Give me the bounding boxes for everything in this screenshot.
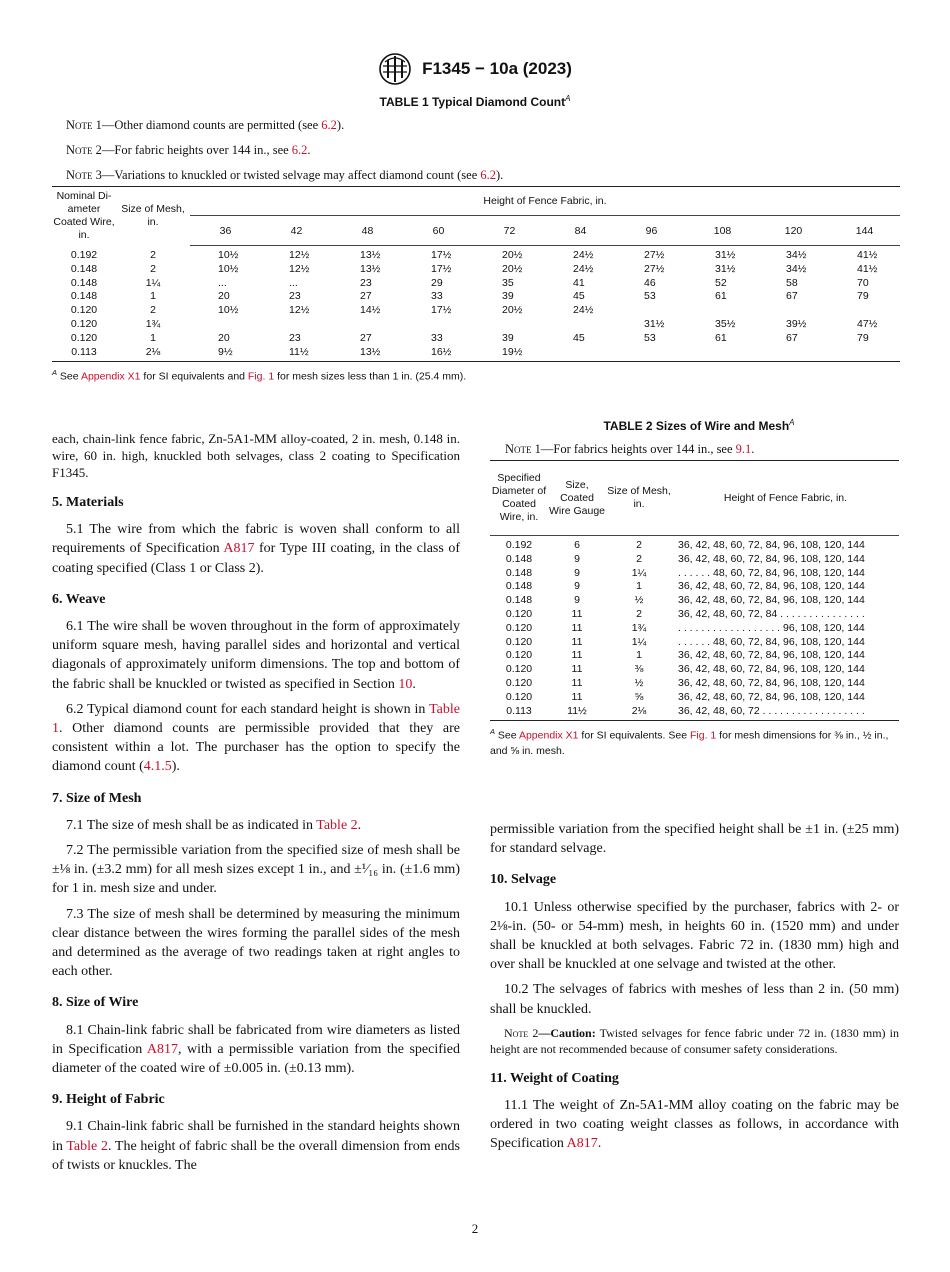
table2 [490, 460, 899, 721]
table-cell: 27½ [644, 262, 665, 275]
table-cell: 1 [636, 649, 642, 662]
table-cell: 41½ [857, 249, 878, 261]
table-cell: 19½ [474, 346, 545, 362]
figure-link[interactable]: Fig. 1 [247, 370, 275, 383]
table1-height-header: 144 [829, 216, 900, 246]
document-title: F1345 − 10a (2023) [422, 59, 572, 78]
table-row [490, 691, 899, 705]
table1-header-height: Height of Fence Fabric, in. [190, 187, 900, 216]
table-cell: 0.148 [70, 262, 98, 275]
table-cell: ½ [634, 676, 644, 689]
table-cell: 11 [571, 621, 583, 634]
paragraph-7-2: 7.2 The permissible variation from the specified size of mesh shall be ±⅛ in. (±3.2 mm) for all mesh sizes except 1 in., and ±¹⁄₁₆ in. (±1.6 mm) for 1 in. mesh size and under. [52, 843, 460, 897]
table-cell: 13½ [360, 262, 381, 275]
table-cell: 10½ [218, 249, 239, 261]
table-link[interactable]: Table 1 [52, 701, 460, 737]
table-row [490, 580, 899, 594]
table-cell: ⅝ [634, 690, 644, 703]
table-cell: 23 [360, 276, 372, 289]
table-cell: 14½ [360, 304, 381, 317]
table-cell [829, 304, 900, 318]
table-cell: 27 [360, 290, 372, 303]
table1-height-header: 42 [261, 216, 332, 246]
table-cell: 27½ [644, 249, 665, 261]
table-cell: 17½ [431, 249, 452, 261]
table-cell: 0.120 [70, 304, 98, 317]
table-cell: 0.120 [505, 676, 533, 689]
paragraph-10-1: 10.1 Unless otherwise specified by the purchaser, fabrics with 2- or 2⅛-in. (50- or 54-mm) mesh, in heights 60 in. (1520 mm) and under shall be knuckled at both selvages. Fabric 72 in. (1830 mm) high and over shall be knuckled at one selvage and twisted at the other. [490, 899, 899, 973]
section-link[interactable]: 10 [398, 676, 413, 692]
table-cell: 20½ [502, 262, 523, 275]
paragraph-5-1: 5.1 The wire from which the fabric is woven shall conform to all requirements of Specification A817 for Type III coating, in the class of coating specified (Class 1 or Class 2). [52, 522, 461, 576]
section-5-heading: 5. Materials [52, 495, 124, 510]
table-cell: 47½ [857, 317, 878, 330]
table-cell: 0.148 [505, 580, 533, 593]
table-cell: 0.120 [505, 690, 533, 703]
table-cell: 67 [786, 290, 798, 303]
table-cell: 0.192 [70, 248, 98, 261]
table-cell: 70 [857, 276, 869, 289]
table1-height-header: 108 [687, 216, 758, 246]
table-cell: 36, 42, 48, 60, 72, 84, 96, 108, 120, 144 [678, 649, 865, 662]
table-cell: 9 [574, 566, 580, 579]
table-row [490, 677, 899, 691]
table1-height-header: 96 [616, 216, 687, 246]
paragraph-6-2: 6.2 Typical diamond count for each standard height is shown in Table 1. Other diamond counts are permissible provided that they are consistent within a lot. The purchaser has the option to specify the diamond count (4.1.5). [52, 701, 460, 775]
table-cell [687, 304, 758, 318]
table-cell: 9 [574, 552, 580, 565]
table-row [490, 608, 899, 622]
table-cell: 2⅛ [606, 705, 672, 721]
table-cell: 41½ [857, 262, 878, 275]
table2-header-height: Height of Fence Fabric, in. [672, 461, 899, 536]
table-cell: 0.148 [505, 552, 533, 565]
table-cell: 45 [573, 331, 585, 344]
table-cell: 1¾ [631, 621, 647, 634]
table-cell: . . . . . . 48, 60, 72, 84, 96, 108, 120, 144 [678, 566, 865, 579]
table-row [52, 304, 900, 318]
table-cell: 53 [644, 290, 656, 303]
table2-note-1: Note 1—For fabrics heights over 144 in., see 9.1. [505, 442, 755, 456]
table-cell: 11½ [261, 346, 332, 362]
table-link[interactable]: Table 2 [66, 1138, 108, 1154]
table-cell: ... [218, 276, 227, 289]
table-cell: 39½ [786, 317, 807, 330]
table-row [490, 622, 899, 636]
table-cell: 0.120 [505, 607, 533, 620]
table2-footnote: $^A$ See Appendix X1 for SI equivalents. See Fig. 1 for mesh dimensions for ⅜ in., ½ in., and ⅝ in. mesh. [490, 727, 889, 757]
table-cell: 2 [150, 262, 156, 275]
table-cell: 61 [715, 331, 727, 344]
table-cell: 39 [502, 290, 514, 303]
table-cell: 9 [574, 580, 580, 593]
table-cell: 36, 42, 48, 60, 72, 84, 96, 108, 120, 144 [678, 580, 865, 593]
table-cell: 33 [431, 290, 443, 303]
table1-height-header: 120 [758, 216, 829, 246]
paragraph-7-1: 7.1 The size of mesh shall be as indicated in Table 2. [66, 817, 362, 833]
table-cell: 20½ [502, 249, 523, 261]
spec-link[interactable]: A817 [146, 1041, 179, 1057]
appendix-link[interactable]: Appendix X1 [80, 370, 141, 383]
table-cell: 52 [715, 276, 727, 289]
table-row [490, 636, 899, 650]
table-cell: 36, 42, 48, 60, 72, 84, 96, 108, 120, 144 [678, 690, 865, 703]
table1-header-mesh: Size of Mesh, in. [116, 187, 190, 246]
table-row [490, 649, 899, 663]
table-cell: 36, 42, 48, 60, 72, 84, 96, 108, 120, 144 [678, 552, 865, 565]
right-column [490, 820, 899, 1160]
table-cell: 0.113 [490, 705, 548, 721]
document-header [0, 52, 950, 86]
section-7-heading: 7. Size of Mesh [52, 790, 142, 806]
astm-logo-icon [378, 52, 412, 86]
table-cell: 53 [644, 331, 656, 344]
note-2-caution: Note 2—Caution: Twisted selvages for fence fabric under 72 in. (1830 mm) in height are not recommended because of consumer safety considerations. [490, 1025, 900, 1056]
table-row [490, 705, 899, 721]
table-cell: 2 [150, 304, 156, 317]
table-row [490, 594, 899, 608]
table-cell: ⅜ [634, 663, 644, 676]
table-cell: 35½ [715, 317, 736, 330]
table-cell: 31½ [715, 262, 736, 275]
table-cell [829, 346, 900, 362]
table1-note-3: Note 3—Variations to knuckled or twisted selvage may affect diamond count (see 6.2). [66, 168, 504, 182]
paragraph-6-1: 6.1 The wire shall be woven throughout in the form of approximately uniform square mesh, having parallel sides and horizontal and vertical diagonals of approximately uniform dimensions. The top and bottom of the fabric shall be knuckled or twisted as specified in Section 10. [52, 619, 460, 692]
table-cell: 2 [150, 248, 156, 261]
section-11-heading: 11. Weight of Coating [490, 1070, 619, 1086]
table1-height-header: 84 [545, 216, 616, 246]
table-cell: 12½ [289, 304, 310, 317]
table-cell [403, 318, 474, 332]
table-cell: 0.148 [70, 276, 98, 289]
table-cell: 29 [431, 276, 443, 289]
table-cell [616, 346, 687, 362]
table-cell: 10½ [218, 262, 239, 275]
table-cell: 13½ [360, 249, 381, 261]
table-cell: 11 [571, 690, 583, 703]
table-cell [758, 346, 829, 362]
table-cell: 36, 42, 48, 60, 72, 84, 96, 108, 120, 144 [678, 539, 865, 551]
paragraph-9-1-continued: permissible variation from the specified height shall be ±1 in. (±25 mm) for standard selvage. [490, 822, 899, 857]
figure-link[interactable]: Fig. 1 [690, 729, 717, 742]
table-cell: 13½ [332, 346, 403, 362]
table-cell: 1¼ [631, 635, 647, 648]
table-cell: 39 [502, 331, 514, 344]
table-row [52, 332, 900, 346]
table-cell [545, 346, 616, 362]
table-cell: 9½ [190, 346, 261, 362]
table-cell: 17½ [431, 304, 452, 317]
table-cell: 6 [574, 539, 580, 551]
table-cell [616, 304, 687, 318]
table-cell: 0.192 [505, 539, 533, 551]
page-number: 2 [471, 1221, 479, 1236]
table-cell: 45 [573, 290, 585, 303]
table-cell: 10½ [218, 304, 239, 317]
table-cell: 11½ [548, 705, 606, 721]
table1-footnote: $^A$ See Appendix X1 for SI equivalents and Fig. 1 for mesh sizes less than 1 in. (25.4 mm). [52, 368, 467, 383]
table-cell: 0.120 [505, 635, 533, 648]
paragraph-9-1: 9.1 Chain-link fabric shall be furnished in the standard heights shown in Table 2. The height of fabric shall be the overall dimension from ends of twists or knuckles. The [52, 1119, 460, 1173]
table-cell: 0.120 [70, 317, 98, 330]
table-row [52, 346, 900, 362]
table-cell: 31½ [715, 249, 736, 261]
table-row [52, 246, 900, 263]
table-cell [190, 318, 261, 332]
table-cell: 20½ [502, 304, 523, 317]
table-row [52, 277, 900, 291]
table-cell: 11 [571, 676, 583, 689]
table2-header-gauge: Size, Coated Wire Gauge [548, 461, 606, 536]
table-cell [545, 318, 616, 332]
table2-header-diameter: Specified Diameter of Coated Wire, in. [490, 461, 548, 536]
table-cell: 36, 42, 48, 60, 72, 84, 96, 108, 120, 144 [678, 594, 865, 607]
table-cell: 79 [857, 331, 869, 344]
section-10-heading: 10. Selvage [490, 872, 557, 888]
table-row [52, 263, 900, 277]
table-row [52, 318, 900, 332]
table-cell: ½ [634, 594, 644, 607]
table-cell: 1 [150, 290, 156, 303]
table-row [490, 536, 899, 553]
table1-note-2: Note 2—For fabric heights over 144 in., see 6.2. [66, 143, 311, 157]
table-cell: 12½ [289, 249, 310, 261]
table2-header-mesh: Size of Mesh, in. [606, 461, 672, 536]
table-cell: 0.148 [505, 594, 533, 607]
ref-link[interactable]: 6.2 [480, 168, 497, 182]
table-cell: 24½ [573, 249, 594, 261]
ref-link[interactable]: 6.2 [291, 143, 308, 157]
table-cell: 41 [573, 276, 585, 289]
paragraph-8-1: 8.1 Chain-link fabric shall be fabricated from wire diameters as listed in Specification A817, with a permissible variation from the specified diameter of the coated wire of ±0.005 in. (±0.13 mm). [52, 1022, 460, 1077]
paragraph-11-1: 11.1 The weight of Zn-5A1-MM alloy coating on the fabric may be ordered in two coating weight classes as follows, in accordance with Specification A817. [490, 1098, 899, 1152]
table-cell: 16½ [403, 346, 474, 362]
table-cell: 9 [574, 594, 580, 607]
table1-height-header: 72 [474, 216, 545, 246]
table-cell [261, 318, 332, 332]
table-cell: 12½ [289, 262, 310, 275]
table-cell [687, 346, 758, 362]
table-cell: 11 [571, 635, 583, 648]
table-cell: 1 [636, 580, 642, 593]
table-cell: 23 [289, 331, 301, 344]
appendix-link[interactable]: Appendix X1 [518, 729, 579, 742]
paragraph-intro: each, chain-link fence fabric, Zn-5A1-MM alloy-coated, 2 in. mesh, 0.148 in. wire, 60 in. high, knuckled both selvages, class 2 coating to Specification F1345. [52, 431, 460, 480]
table-cell: 0.148 [505, 566, 533, 579]
section-8-heading: 8. Size of Wire [52, 995, 139, 1011]
table-cell: 35 [502, 276, 514, 289]
table-cell: 34½ [786, 249, 807, 261]
table-cell: 2⅛ [116, 346, 190, 362]
table-cell: 2 [636, 552, 642, 565]
spec-link[interactable]: A817 [223, 541, 255, 557]
table-cell: 0.113 [52, 346, 116, 362]
table-row [490, 663, 899, 677]
table-cell: 2 [636, 539, 642, 551]
table-cell: 23 [289, 290, 301, 303]
table1-note-1: Note 1—Other diamond counts are permitted (see 6.2). [66, 118, 345, 132]
table-cell: ... [289, 276, 298, 289]
table-cell: 17½ [431, 262, 452, 275]
table-cell: 20 [218, 290, 230, 303]
table-cell: 11 [571, 663, 583, 676]
table-cell: 20 [218, 331, 230, 344]
section-link[interactable]: 4.1.5 [143, 759, 172, 775]
paragraph-7-3: 7.3 The size of mesh shall be determined by measuring the minimum clear distance between the wires forming the parallel sides of the mesh and determined as the average of two readings taken at right angles to each other. [52, 906, 460, 980]
table-cell: 31½ [644, 317, 665, 330]
table-cell: 79 [857, 290, 869, 303]
table-cell: 11 [571, 649, 583, 662]
table-cell: 61 [715, 290, 727, 303]
ref-link[interactable]: 9.1 [735, 442, 752, 456]
table1 [52, 186, 900, 362]
table-cell: 0.120 [505, 649, 533, 662]
table-cell: 67 [786, 331, 798, 344]
table-cell: 24½ [573, 262, 594, 275]
table-cell: 1¾ [145, 317, 161, 330]
table-cell: . . . . . . 48, 60, 72, 84, 96, 108, 120, 144 [678, 635, 865, 648]
section-9-heading: 9. Height of Fabric [52, 1092, 165, 1108]
table-cell: 0.120 [505, 621, 533, 634]
table1-caption: TABLE 1 Typical Diamond Count$^A$ [379, 94, 571, 109]
table-cell: 36, 42, 48, 60, 72, 84, 96, 108, 120, 144 [678, 663, 865, 676]
spec-link[interactable]: A817 [566, 1136, 598, 1152]
table-cell [332, 318, 403, 332]
table-cell: 11 [571, 607, 583, 620]
table-cell: 36, 42, 48, 60, 72, 84, 96, 108, 120, 144 [678, 676, 865, 689]
table-cell: 0.120 [505, 663, 533, 676]
table1-header-wire: Nominal Di-ameter Coated Wire, in. [52, 187, 116, 246]
table-cell: 0.120 [70, 331, 98, 344]
table-cell: 27 [360, 331, 372, 344]
table-cell: 0.148 [70, 290, 98, 303]
table-cell: 1¼ [631, 566, 647, 579]
table-cell [758, 304, 829, 318]
table-cell: 34½ [786, 262, 807, 275]
table1-height-header: 60 [403, 216, 474, 246]
table-link[interactable]: Table 2 [316, 817, 358, 833]
table-cell: 36, 42, 48, 60, 72 . . . . . . . . . . . . . . . . . . [672, 705, 899, 721]
table-row [490, 567, 899, 581]
section-6-heading: 6. Weave [52, 591, 106, 607]
table-cell: 2 [636, 607, 642, 620]
table-cell: 24½ [573, 304, 594, 317]
table-cell: . . . . . . . . . . . . . . . . . . 96, 108, 120, 144 [678, 621, 865, 634]
table-row [52, 290, 900, 304]
table1-height-header: 48 [332, 216, 403, 246]
table-cell: 1 [150, 331, 156, 344]
table-cell: 36, 42, 48, 60, 72, 84 . . . . . . . . . . . . . . . [678, 607, 865, 620]
table2-caption: TABLE 2 Sizes of Wire and Mesh$^A$ [603, 418, 795, 433]
table1-height-header: 36 [190, 216, 261, 246]
table-row [490, 553, 899, 567]
paragraph-10-2: 10.2 The selvages of fabrics with meshes of less than 2 in. (50 mm) shall be knuckled. [490, 982, 899, 1017]
ref-link[interactable]: 6.2 [321, 118, 337, 132]
table-cell: 1¼ [145, 276, 161, 289]
left-column [52, 430, 460, 1181]
table-cell [474, 318, 545, 332]
table-cell: 33 [431, 331, 443, 344]
table-cell: 58 [786, 276, 798, 289]
table-cell: 46 [644, 276, 656, 289]
